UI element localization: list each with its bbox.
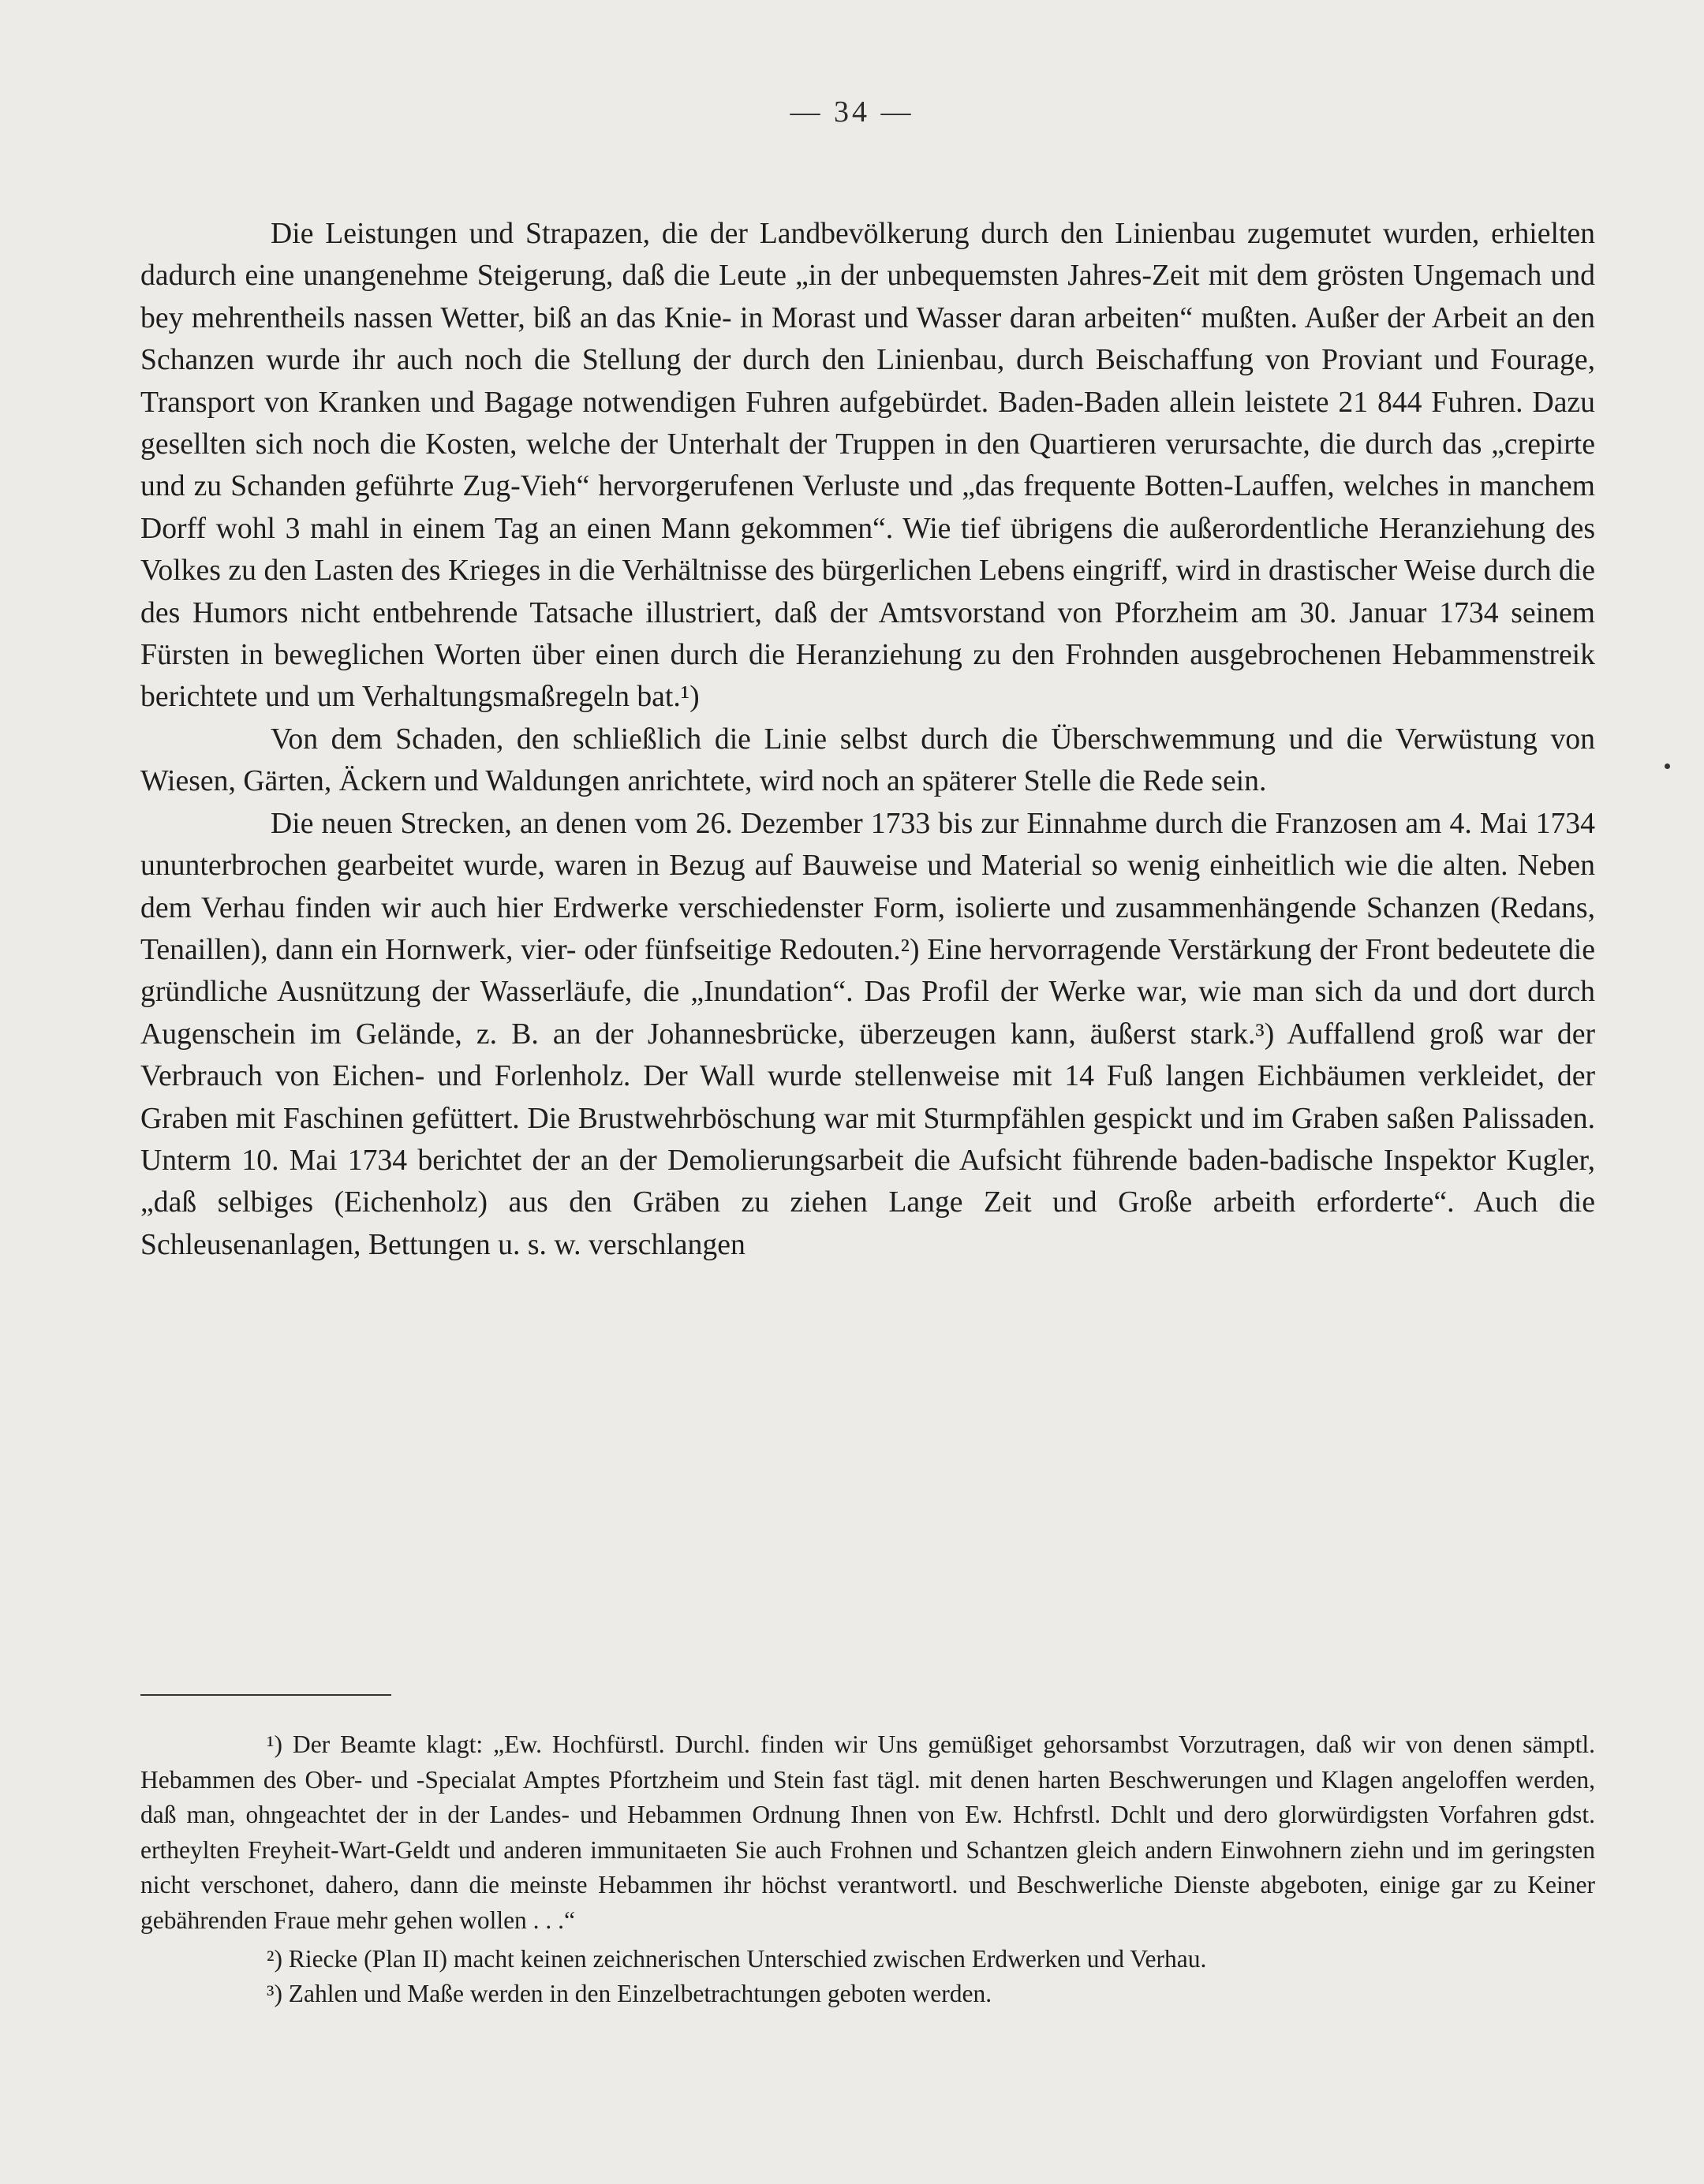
paragraph-3: Die neuen Strecken, an denen vom 26. Dezember 1733 bis zur Einnahme durch die Franzosen am 4. Mai 1734 ununterbrochen gearbeitet wurde, waren in Bezug auf Bauweise und Material so wenig einheitlich wie die alten. Neben dem Verhau finden wir auch hier Erdwerke verschiedenster Form, isolierte und zusammenhängende Schanzen (Redans, Tenaillen), dann ein Hornwerk, vier- oder fünfseitige Redouten.²) Eine hervorragende Verstärkung der Front bedeutete die gründliche Ausnützung der Wasserläufe, die „Inundation“. Das Profil der Werke war, wie man sich da und dort durch Augenschein im Gelände, z. B. an der Johannesbrücke, überzeugen kann, äußerst stark.³) Auffallend groß war der Verbrauch von Eichen- und Forlenholz. Der Wall wurde stellenweise mit 14 Fuß langen Eichbäumen verkleidet, der Graben mit Faschinen gefüttert. Die Brustwehrböschung war mit Sturmpfählen gespickt und im Graben saßen Palissaden. Unterm 10. Mai 1734 berichtet der an der Demolierungsarbeit die Aufsicht führende baden-badische Inspektor Kugler, „daß selbiges (Eichenholz) aus den Gräben zu ziehen Lange Zeit und Große arbeith erforderte“. Auch die Schleusenanlagen, Bettungen u. s. w. verschlangen [140, 806, 1595, 1261]
footnote-3: ³) Zahlen und Maße werden in den Einzelbetrachtungen geboten werden. [267, 1980, 992, 2008]
footnotes [140, 1727, 1595, 2012]
footnote-1: ¹) Der Beamte klagt: „Ew. Hochfürstl. Durchl. finden wir Uns gemüßiget gehorsambst Vorzutragen, daß wir von denen sämptl. Hebammen des Ober- und -Specialat Amptes Pfortzheim und Stein fast tägl. mit denen harten Beschwerungen und Klagen angeloffen werden, daß man, ohngeachtet der in der Landes- und Hebammen Ordnung Ihnen von Ew. Hchfrstl. Dchlt und dero glorwürdigsten Vorfahren gdst. ertheylten Freyheit-Wart-Geldt und anderen immunitaeten Sie auch Frohnen und Schantzen gleich andern Einwohnern ziehn und im geringsten nicht verschonet, dahero, dann die meinste Hebammen ihr höchst verantwortl. und Beschwerliche Dienste abgeboten, einige gar zu Keiner gebährenden Fraue mehr gehen wollen . . .“ [140, 1730, 1595, 1934]
page-number: — 34 — [790, 95, 914, 129]
ink-speck [1665, 763, 1670, 769]
main-text [140, 213, 1595, 1266]
paragraph-1: Die Leistungen und Strapazen, die der Landbevölkerung durch den Linienbau zugemutet wurden, erhielten dadurch eine unangenehme Steigerung, daß die Leute „in der unbequemsten Jahres-Zeit mit dem grösten Ungemach und bey mehrentheils nassen Wetter, biß an das Knie- in Morast und Wasser daran arbeiten“ mußten. Außer der Arbeit an den Schanzen wurde ihr auch noch die Stellung der durch den Linienbau, durch Beischaffung von Proviant und Fourage, Transport von Kranken und Bagage notwendigen Fuhren aufgebürdet. Baden-Baden allein leistete 21 844 Fuhren. Dazu gesellten sich noch die Kosten, welche der Unterhalt der Truppen in den Quartieren verursachte, die durch das „crepirte und zu Schanden geführte Zug-Vieh“ hervorgerufenen Verluste und „das frequente Botten-Lauffen, welches in manchem Dorff wohl 3 mahl in einem Tag an einen Mann gekommen“. Wie tief übrigens die außerordentliche Heranziehung des Volkes zu den Lasten des Krieges in die Verhältnisse des bürgerlichen Lebens eingriff, wird in drastischer Weise durch die des Humors nicht entbehrende Tatsache illustriert, daß der Amtsvorstand von Pforzheim am 30. Januar 1734 seinem Fürsten in beweglichen Worten über einen durch die Heranziehung zu den Frohnden ausgebrochenen Hebammenstreik berichtete und um Verhaltungsmaßregeln bat.¹) [140, 217, 1595, 714]
footnote-separator [140, 1694, 391, 1696]
footnote-2: ²) Riecke (Plan II) macht keinen zeichnerischen Unterschied zwischen Erdwerken und Verhau. [267, 1944, 1207, 1973]
paragraph-2: Von dem Schaden, den schließlich die Linie selbst durch die Überschwemmung und die Verwüstung von Wiesen, Gärten, Äckern und Waldungen anrichtete, wird noch an späterer Stelle die Rede sein. [140, 722, 1595, 798]
